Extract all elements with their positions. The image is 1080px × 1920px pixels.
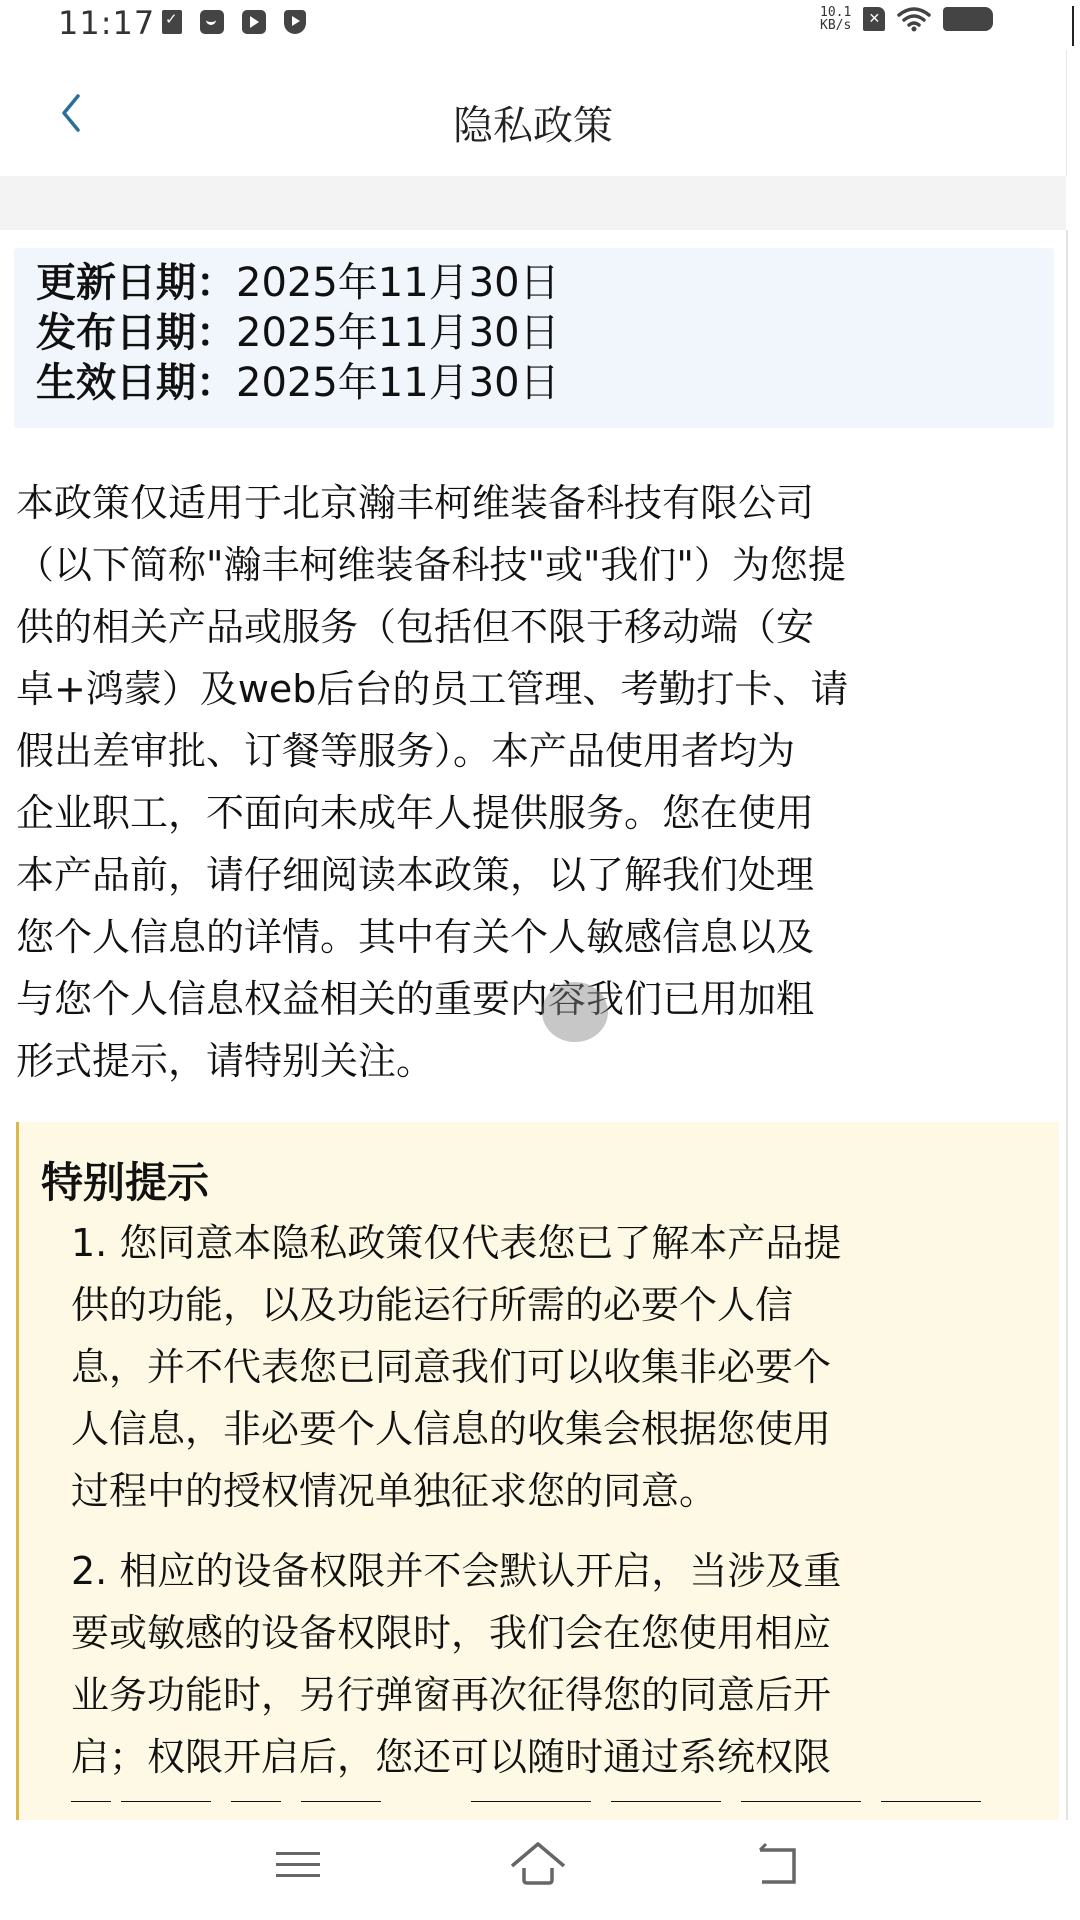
notice-line: 业务功能时，另行弹窗再次征得您的同意后开 [71, 1673, 832, 1717]
intro-line: 企业职工，不面向未成年人提供服务。您在使用 [16, 791, 815, 835]
date-row-updated [36, 258, 560, 308]
intro-line: 卓+鸿蒙）及web后台的员工管理、考勤打卡、请 [16, 667, 849, 711]
special-notice-box [16, 1122, 1059, 1820]
network-speed-unit: KB/s [820, 18, 852, 33]
wifi-icon [897, 6, 931, 32]
date-row-published [36, 308, 560, 358]
app-header [0, 50, 1067, 176]
notice-line: 过程中的授权情况单独征求您的同意。 [71, 1469, 718, 1513]
intro-line: （以下简称"瀚丰柯维装备科技"或"我们"）为您提 [16, 543, 846, 587]
notification-icons [162, 10, 306, 34]
home-button[interactable] [508, 1840, 568, 1890]
system-nav-bar [0, 1820, 1080, 1920]
mail-icon [200, 10, 224, 34]
date-label: 发布日期： [36, 310, 236, 356]
battery-icon [943, 7, 993, 31]
network-speed-value: 10.1 [820, 5, 852, 20]
intro-paragraph [16, 472, 1056, 1092]
notice-line: 要或敏感的设备权限时，我们会在您使用相应 [71, 1611, 832, 1655]
date-row-effective [36, 358, 560, 408]
status-bar [0, 0, 1080, 50]
date-value: 2025年11月30日 [236, 310, 560, 356]
notice-item-1 [71, 1212, 1051, 1522]
notice-line: 2. 相应的设备权限并不会默认开启，当涉及重 [71, 1549, 842, 1593]
intro-line: 供的相关产品或服务（包括但不限于移动端（安 [16, 605, 815, 649]
dates-panel [14, 248, 1054, 428]
back-icon [748, 1840, 808, 1890]
home-icon [508, 1840, 568, 1890]
date-label: 生效日期： [36, 360, 236, 406]
notice-title: 特别提示 [41, 1158, 210, 1207]
system-back-button[interactable] [748, 1840, 808, 1890]
scroll-indicator [1072, 6, 1074, 46]
notice-item-2 [71, 1540, 1051, 1788]
clipped-text-line [71, 1790, 1021, 1802]
date-value: 2025年11月30日 [236, 360, 560, 406]
network-speed [820, 6, 851, 32]
clipboard-check-icon [162, 10, 182, 34]
intro-line: 本产品前，请仔细阅读本政策，以了解我们处理 [16, 853, 815, 897]
intro-line: 与您个人信息权益相关的重要内容我们已用加粗 [16, 977, 815, 1021]
no-sim-icon: ✕ [863, 7, 885, 31]
menu-icon [268, 1840, 328, 1890]
policy-content[interactable] [0, 230, 1068, 1820]
date-label: 更新日期： [36, 260, 236, 306]
notice-line: 息，并不代表您已同意我们可以收集非必要个 [71, 1345, 832, 1389]
status-time: 11:17 [58, 4, 156, 42]
video-play-icon [242, 10, 266, 34]
system-icons [820, 6, 993, 32]
shield-play-icon [284, 10, 306, 34]
touch-indicator [542, 982, 608, 1042]
header-separator [0, 176, 1066, 230]
recent-apps-button[interactable] [268, 1840, 328, 1890]
notice-line: 人信息，非必要个人信息的收集会根据您使用 [71, 1407, 832, 1451]
notice-line: 启；权限开启后，您还可以随时通过系统权限 [71, 1735, 832, 1779]
intro-line: 您个人信息的详情。其中有关个人敏感信息以及 [16, 915, 815, 959]
notice-line: 1. 您同意本隐私政策仅代表您已了解本产品提 [71, 1221, 842, 1265]
notice-line: 供的功能，以及功能运行所需的必要个人信 [71, 1283, 794, 1327]
date-value: 2025年11月30日 [236, 260, 560, 306]
page-title: 隐私政策 [453, 103, 613, 149]
intro-line: 形式提示，请特别关注。 [16, 1039, 435, 1083]
intro-line: 假出差审批、订餐等服务）。本产品使用者均为 [16, 729, 796, 773]
intro-line: 本政策仅适用于北京瀚丰柯维装备科技有限公司 [16, 481, 815, 525]
